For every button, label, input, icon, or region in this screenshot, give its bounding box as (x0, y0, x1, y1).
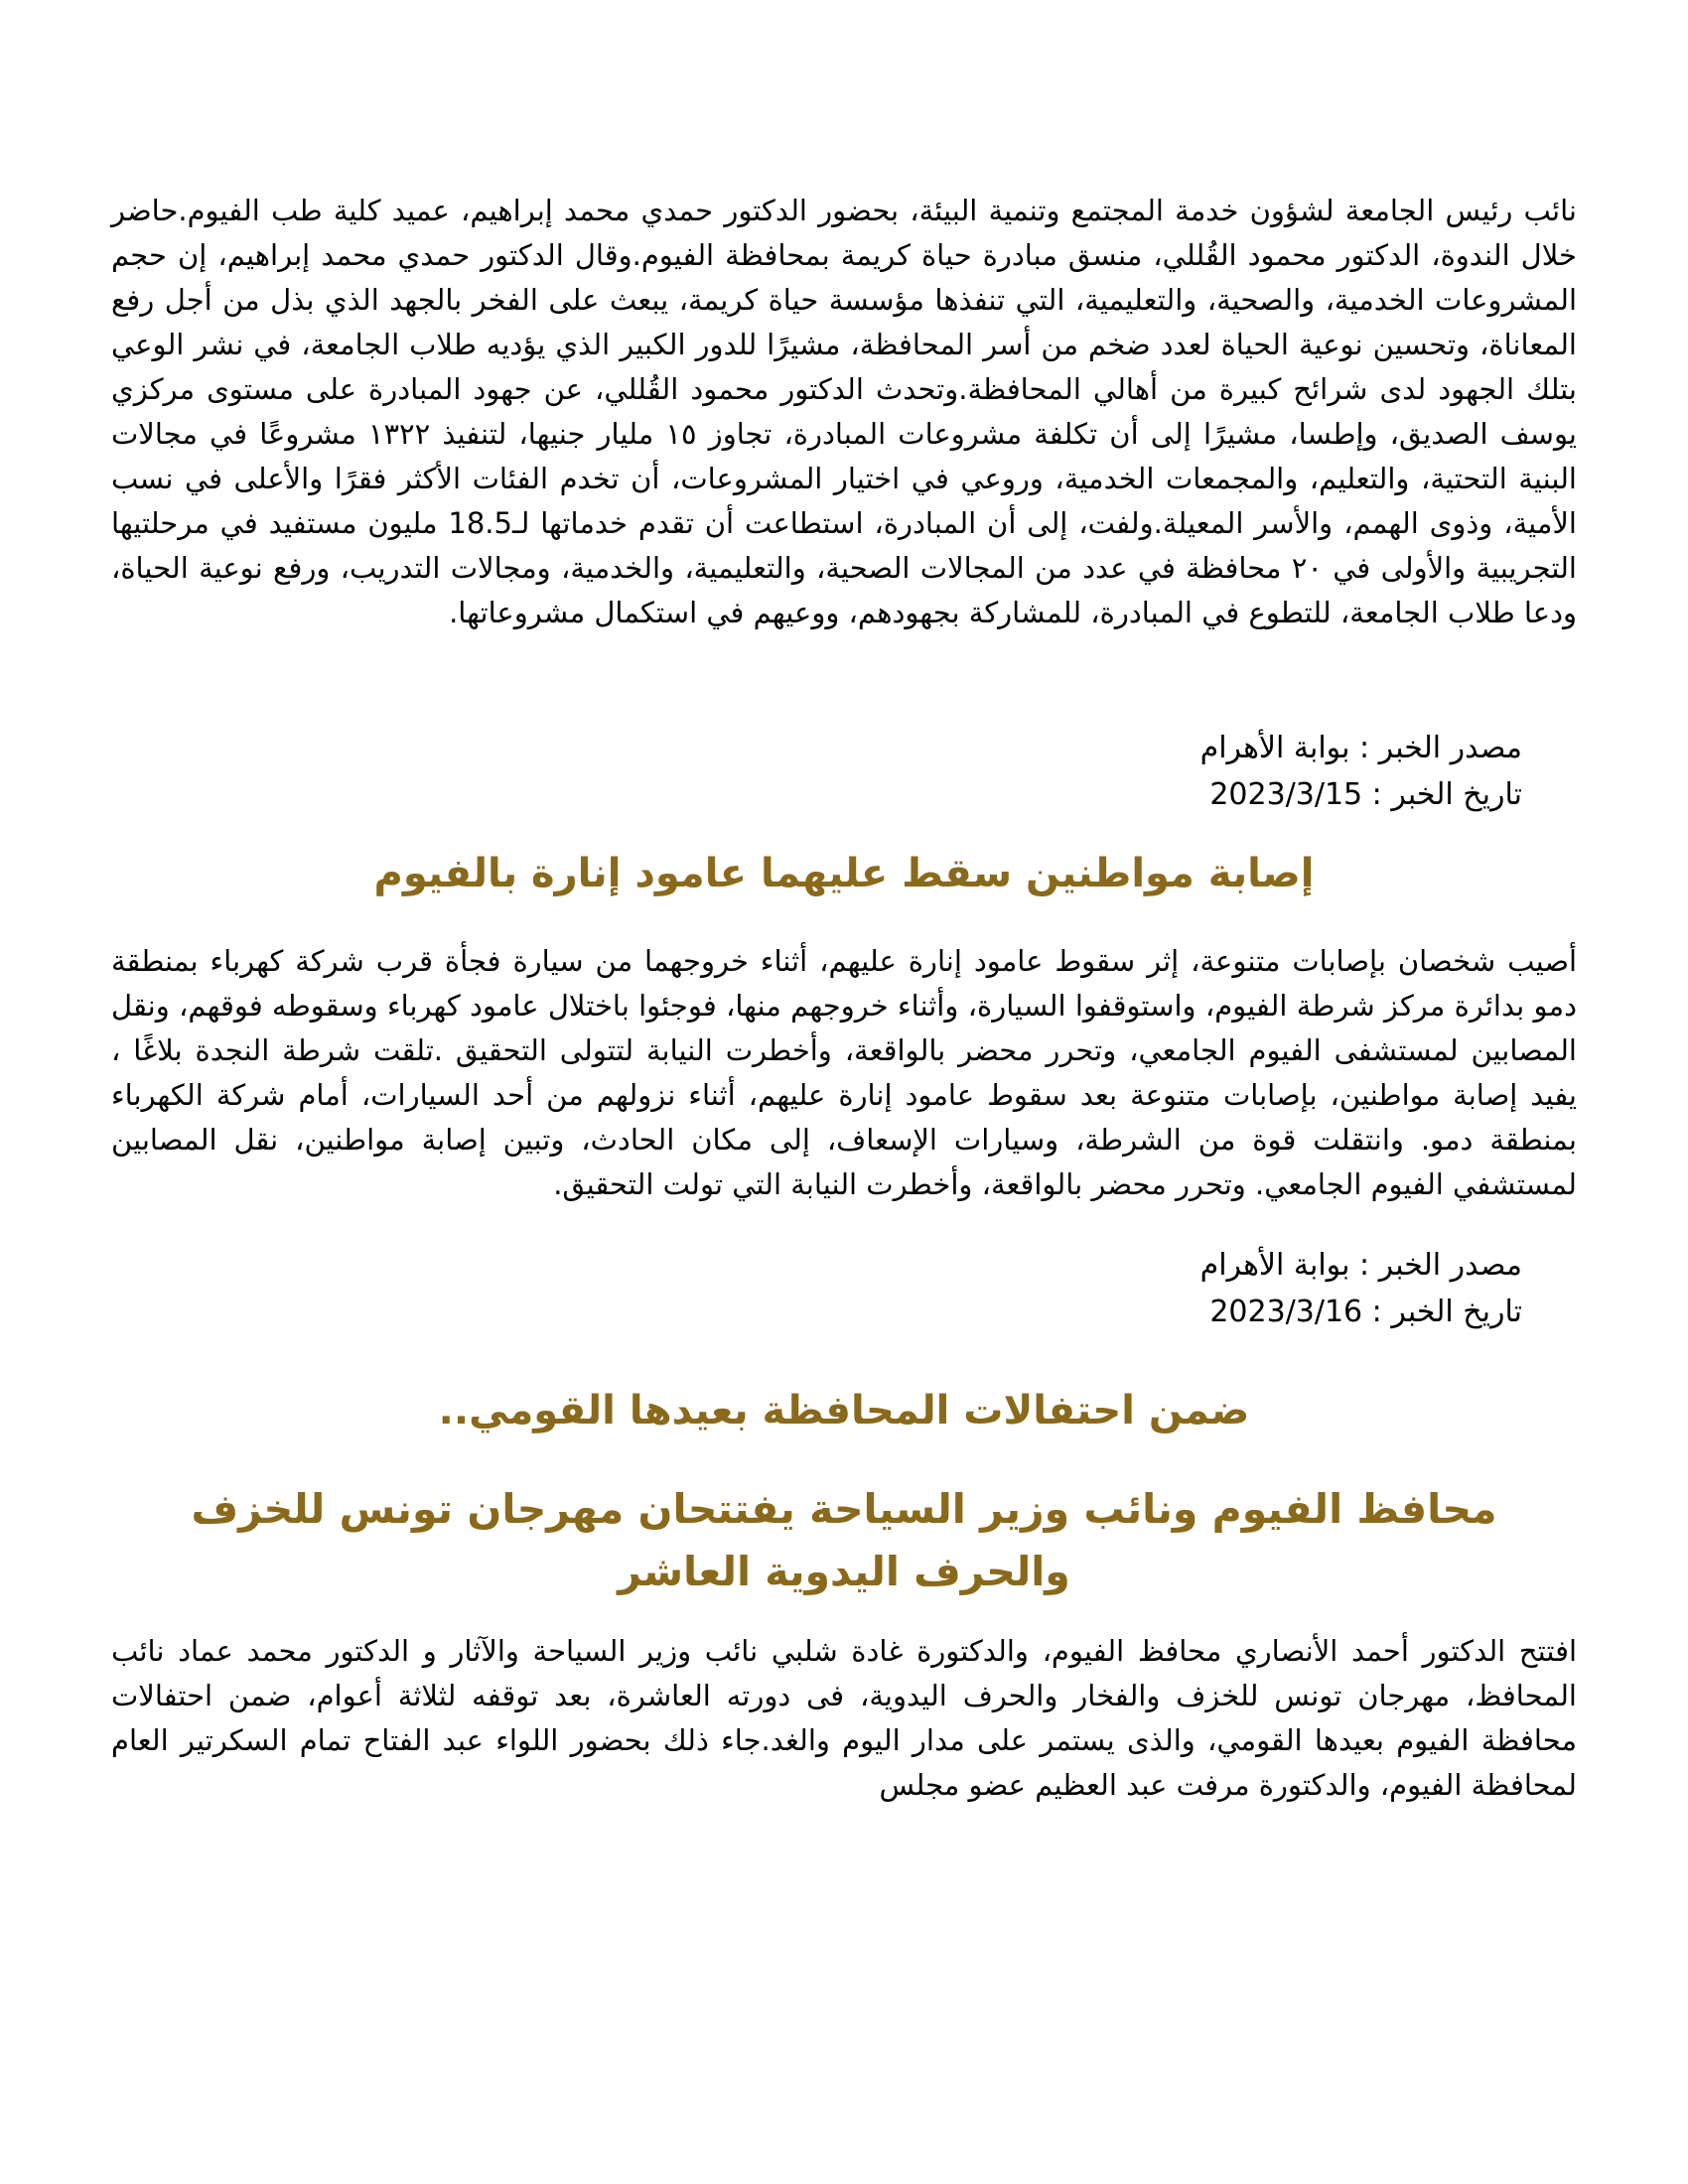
article-2-date-line: تاريخ الخبر : 2023/3/16 (1209, 1295, 1522, 1329)
article-2-source-block (166, 1242, 1522, 1335)
article-1-source-line: مصدر الخبر : بوابة الأهرام (1199, 731, 1522, 765)
article-1-date-line: تاريخ الخبر : 2023/3/15 (1209, 777, 1522, 812)
article-2-body: أصيب شخصان بإصابات متنوعة، إثر سقوط عامود إنارة عليهم، أثناء خروجهما من سيارة فجأة قرب شركة كهرباء بمنطقة دمو بدائرة مركز شرطة الفيوم، واستوقفوا السيارة، وأثناء خروجهم منها، فوجئوا باختلال عامود كهرباء وسقوطه فوقهم، ونقل المصابين لمستشفى الفيوم الجامعي، وتحرر محضر بالواقعة، وأخطرت النيابة لتتولى التحقيق .تلقت شرطة النجدة بلاغًا ، يفيد إصابة مواطنين، بإصابات متنوعة بعد سقوط عامود إنارة عليهم، أثناء نزولهم من أحد السيارات، أمام شركة الكهرباء بمنطقة دمو. وانتقلت قوة من الشرطة، وسيارات الإسعاف، إلى مكان الحادث، وتبين إصابة مواطنين، نقل المصابين لمستشفي الفيوم الجامعي. وتحرر محضر بالواقعة، وأخطرت النيابة التي تولت التحقيق. (111, 944, 1577, 1201)
article-3-kicker: ضمن احتفالات المحافظة بعيدها القومي.. (438, 1388, 1250, 1433)
article-2-source-line: مصدر الخبر : بوابة الأهرام (1199, 1248, 1522, 1283)
article-1-source-block (166, 725, 1522, 818)
article-1-body: نائب رئيس الجامعة لشؤون خدمة المجتمع وتنمية البيئة، بحضور الدكتور حمدي محمد إبراهيم، عميد كلية طب الفيوم.حاضر خلال الندوة، الدكتور محمود القُللي، منسق مبادرة حياة كريمة بمحافظة الفيوم.وقال الدكتور حمدي محمد إبراهيم، إن حجم المشروعات الخدمية، والصحية، والتعليمية، التي تنفذها مؤسسة حياة كريمة، يبعث على الفخر بالجهد الذي بذل من أجل رفع المعاناة، وتحسين نوعية الحياة لعدد ضخم من أسر المحافظة، مشيرًا للدور الكبير الذي يؤديه طلاب الجامعة، في نشر الوعي بتلك الجهود لدى شرائح كبيرة من أهالي المحافظة.وتحدث الدكتور محمود القُللي، عن جهود المبادرة على مستوى مركزي يوسف الصديق، وإطسا، مشيرًا إلى أن تكلفة مشروعات المبادرة، تجاوز ١٥ مليار جنيها، لتنفيذ ١٣٢٢ مشروعًا في مجالات البنية التحتية، والتعليم، والمجمعات الخدمية، وروعي في اختيار المشروعات، أن تخدم الفئات الأكثر فقرًا والأعلى في نسب الأمية، وذوى الهمم، والأسر المعيلة.ولفت، إلى أن المبادرة، استطاعت أن تقدم خدماتها لـ18.5 مليون مستفيد في مرحلتيها التجريبية والأولى في ٢٠ محافظة في عدد من المجالات الصحية، والتعليمية، والخدمية، ومجالات التدريب، ورفع نوعية الحياة، ودعا طلاب الجامعة، للتطوع في المبادرة، للمشاركة بجهودهم، ووعيهم في استكمال مشروعاتها. (111, 194, 1577, 629)
article-2-headline: إصابة مواطنين سقط عليهما عامود إنارة بالفيوم (373, 851, 1315, 896)
article-3-headline: محافظ الفيوم ونائب وزير السياحة يفتتحان مهرجان تونس للخزف والحرف اليدوية العاشر (191, 1485, 1497, 1595)
article-3-body: افتتح الدكتور أحمد الأنصاري محافظ الفيوم، والدكتورة غادة شلبي نائب وزير السياحة والآثار و الدكتور محمد عماد نائب المحافظ، مهرجان تونس للخزف والفخار والحرف اليدوية، فى دورته العاشرة، بعد توقفه لثلاثة أعوام، ضمن احتفالات محافظة الفيوم بعيدها القومي، والذى يستمر على مدار اليوم والغد.جاء ذلك بحضور اللواء عبد الفتاح تمام السكرتير العام لمحافظة الفيوم، والدكتورة مرفت عبد العظيم عضو مجلس (111, 1634, 1577, 1802)
